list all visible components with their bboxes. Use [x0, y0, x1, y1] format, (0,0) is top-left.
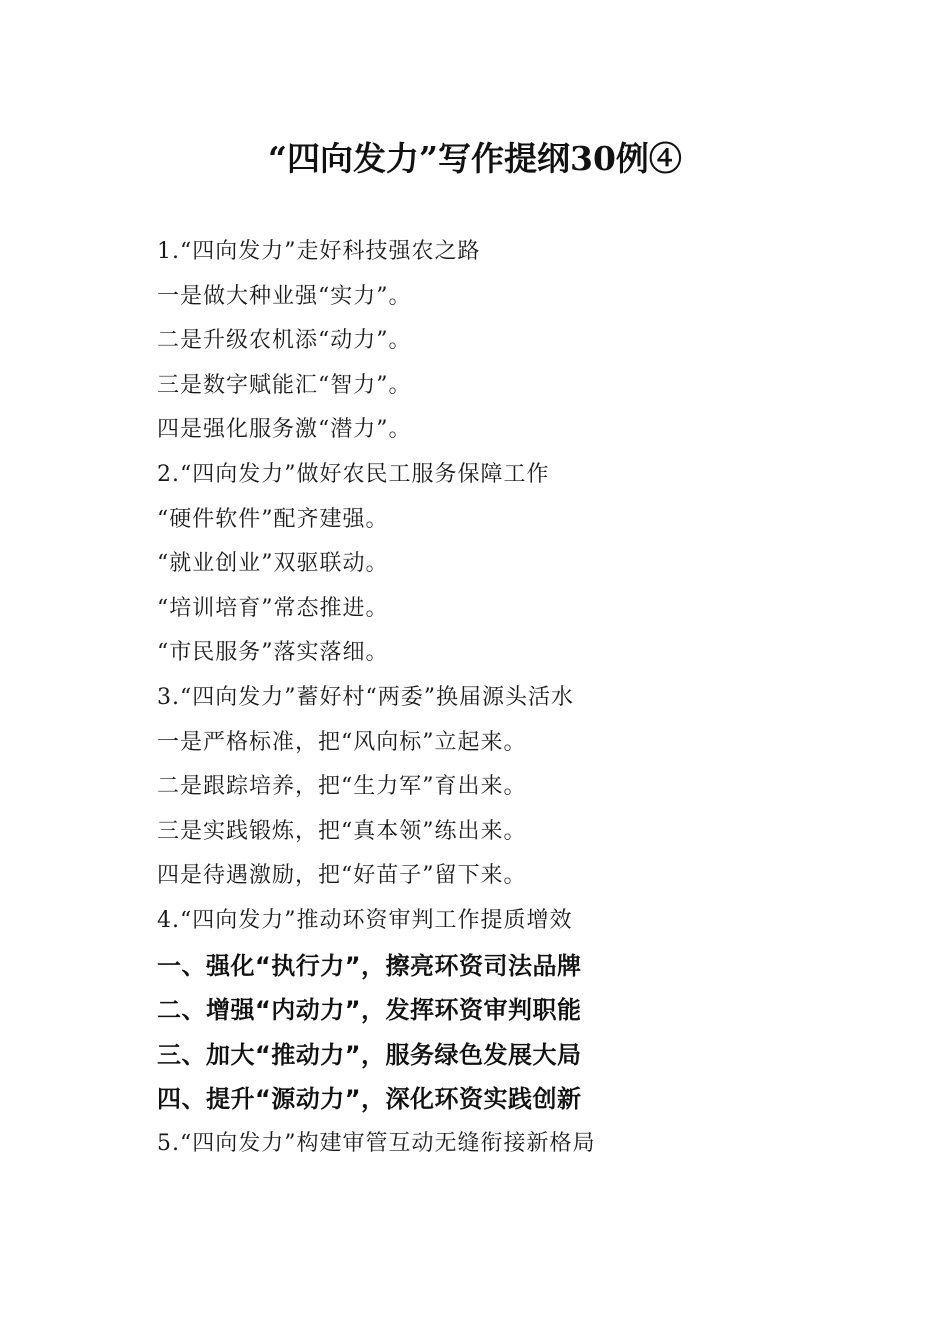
section-heading-3: 3.“四向发力”蓄好村“两委”换届源头活水	[157, 684, 574, 710]
list-item: 二是升级农机添“动力”。	[157, 328, 412, 354]
list-item: 一是做大种业强“实力”。	[157, 283, 412, 309]
list-item: 一是严格标准，把“风向标”立起来。	[157, 729, 527, 755]
list-item: “硬件软件”配齐建强。	[157, 506, 389, 532]
list-item-bold: 二、增强“内动力”，发挥环资审判职能	[157, 996, 582, 1025]
section-heading-2: 2.“四向发力”做好农民工服务保障工作	[157, 461, 550, 487]
list-item-bold: 四、提升“源动力”，深化环资实践创新	[157, 1085, 582, 1114]
section-heading-1: 1.“四向发力”走好科技强农之路	[157, 239, 481, 264]
list-item: “市民服务”落实落细。	[157, 640, 389, 666]
list-item: “培训培育”常态推进。	[157, 595, 389, 621]
list-item: 二是跟踪培养，把“生力军”育出来。	[157, 774, 527, 800]
list-item: 四是强化服务激“潜力”。	[157, 417, 412, 443]
list-item: 三是数字赋能汇“智力”。	[157, 372, 412, 398]
list-item: 四是待遇激励，把“好苗子”留下来。	[157, 863, 527, 889]
list-item: 三是实践锻炼，把“真本领”练出来。	[157, 818, 527, 844]
list-item-bold: 三、加大“推动力”，服务绿色发展大局	[157, 1040, 582, 1069]
list-item: “就业创业”双驱联动。	[157, 551, 389, 577]
section-heading-5: 5.“四向发力”构建审管互动无缝衔接新格局	[157, 1130, 596, 1156]
document-body	[157, 230, 877, 1166]
section-heading-4: 4.“四向发力”推动环资审判工作提质增效	[157, 907, 573, 933]
list-item-bold: 一、强化“执行力”，擦亮环资司法品牌	[157, 951, 582, 980]
document-title: “四向发力”写作提纲30例④	[268, 139, 682, 178]
